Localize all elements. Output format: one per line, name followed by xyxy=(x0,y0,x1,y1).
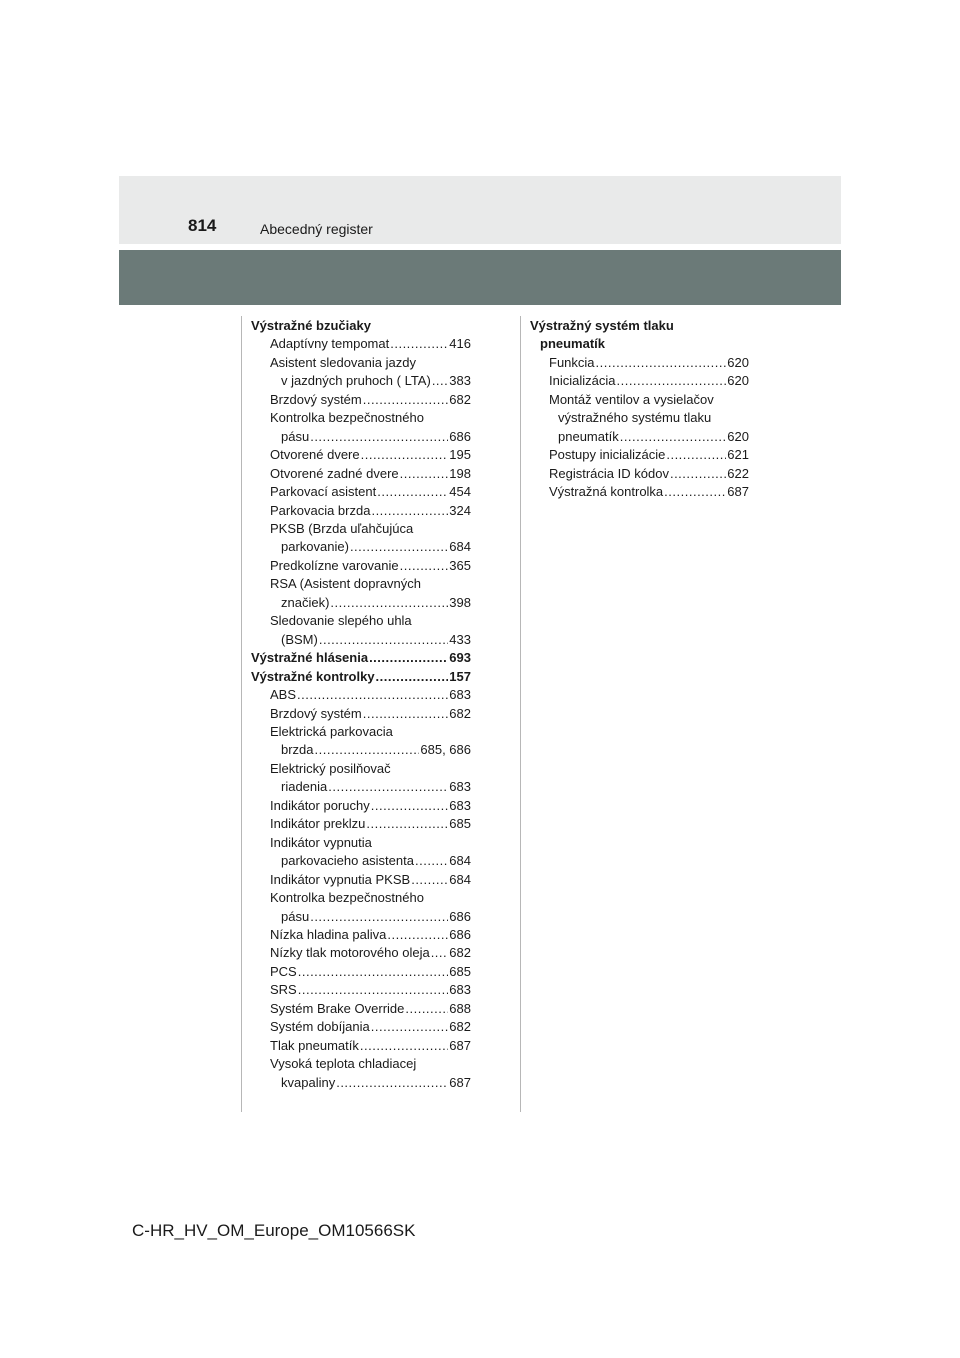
index-column-right xyxy=(530,317,749,502)
index-entry xyxy=(251,963,471,981)
entry-text: Registrácia ID kódov xyxy=(549,465,669,481)
entry-page: 433 xyxy=(449,631,471,647)
leader-dots xyxy=(330,594,448,612)
index-entry xyxy=(251,446,471,464)
leader-dots xyxy=(390,335,448,353)
index-entry xyxy=(251,594,471,612)
entry-text: Indikátor poruchy xyxy=(270,797,370,813)
entry-page: 324 xyxy=(449,502,471,518)
entry-page: 398 xyxy=(449,594,471,610)
entry-page: 682 xyxy=(449,705,471,721)
entry-page: 454 xyxy=(449,484,471,500)
index-entry xyxy=(251,705,471,723)
entry-page: 365 xyxy=(449,557,471,573)
entry-text: Kontrolka bezpečnostného xyxy=(270,410,424,426)
entry-text: riadenia xyxy=(281,779,328,795)
index-entry xyxy=(251,428,471,446)
leader-dots xyxy=(664,483,726,501)
index-entry xyxy=(251,908,471,926)
page-number: 814 xyxy=(188,216,217,235)
entry-page: 621 xyxy=(727,447,749,463)
leader-dots xyxy=(310,428,448,446)
entry-page: 383 xyxy=(449,373,471,389)
entry-page: 620 xyxy=(727,354,749,370)
leader-dots xyxy=(376,668,449,686)
index-entry xyxy=(251,557,471,575)
index-entry xyxy=(251,1037,471,1055)
index-entry xyxy=(530,354,749,372)
entry-page: 683 xyxy=(449,687,471,703)
entry-page: 687 xyxy=(449,1074,471,1090)
entry-text: Parkovací asistent xyxy=(270,484,377,500)
entry-text: Otvorené zadné dvere xyxy=(270,465,399,481)
leader-dots xyxy=(400,465,449,483)
entry-text: parkovanie) xyxy=(281,539,349,555)
entry-text: Indikátor vypnutia PKSB xyxy=(270,871,411,887)
entry-page: 198 xyxy=(449,465,471,481)
index-entry xyxy=(251,815,471,833)
leader-dots xyxy=(360,1037,448,1055)
entry-page: 686 xyxy=(449,428,471,444)
leader-dots xyxy=(432,372,448,390)
entry-text: Brzdový systém xyxy=(270,391,362,407)
leader-dots xyxy=(666,446,726,464)
index-entry xyxy=(251,1018,471,1036)
entry-page: 622 xyxy=(727,465,749,481)
entry-text: brzda xyxy=(281,742,314,758)
leader-dots xyxy=(363,705,449,723)
entry-text: RSA (Asistent dopravných xyxy=(270,576,422,592)
entry-text: Výstražné hlásenia xyxy=(251,650,369,666)
index-entry xyxy=(251,686,471,704)
leader-dots xyxy=(405,1000,448,1018)
entry-page: 682 xyxy=(449,945,471,961)
entry-page: 620 xyxy=(727,428,749,444)
entry-text: pásu xyxy=(281,428,310,444)
index-entry xyxy=(530,483,749,501)
entry-page: 416 xyxy=(449,336,471,352)
index-entry xyxy=(530,446,749,464)
index-heading-buzzers: Výstražné bzučiaky xyxy=(251,318,371,333)
leader-dots xyxy=(297,686,448,704)
entry-text: Nízka hladina paliva xyxy=(270,926,387,942)
index-entry xyxy=(251,1074,471,1092)
entry-page: 685, 686 xyxy=(420,742,471,758)
entry-text: Parkovacia brzda xyxy=(270,502,371,518)
index-entry xyxy=(251,372,471,390)
entry-text: (BSM) xyxy=(281,631,318,647)
index-entry xyxy=(251,926,471,944)
entry-page: 686 xyxy=(449,908,471,924)
leader-dots xyxy=(377,483,448,501)
leader-dots xyxy=(596,354,727,372)
leader-dots xyxy=(411,871,448,889)
entry-page: 693 xyxy=(449,650,471,666)
leader-dots xyxy=(328,778,448,796)
index-heading-tpws-cont: pneumatík xyxy=(540,336,606,352)
index-entry xyxy=(530,372,749,390)
index-entry xyxy=(251,391,471,409)
entry-text: ABS xyxy=(270,687,297,703)
document-code: C-HR_HV_OM_Europe_OM10566SK xyxy=(132,1221,416,1240)
leader-dots xyxy=(298,981,449,999)
index-heading-messages xyxy=(251,649,471,667)
leader-dots xyxy=(371,797,449,815)
entry-page: 683 xyxy=(449,797,471,813)
leader-dots xyxy=(616,372,726,390)
entry-page: 195 xyxy=(449,447,471,463)
entry-text: Sledovanie slepého uhla xyxy=(270,613,412,629)
entry-text: Predkolízne varovanie xyxy=(270,557,399,573)
header-band xyxy=(119,176,841,244)
entry-text: SRS xyxy=(270,982,297,998)
left-column-rule xyxy=(241,316,242,1112)
index-entry xyxy=(251,1000,471,1018)
entry-page: 687 xyxy=(727,484,749,500)
leader-dots xyxy=(298,963,449,981)
leader-dots xyxy=(387,926,448,944)
entry-text: Adaptívny tempomat xyxy=(270,336,390,352)
entry-text: Otvorené dvere xyxy=(270,447,360,463)
leader-dots xyxy=(366,815,448,833)
entry-text: Nízky tlak motorového oleja xyxy=(270,945,430,961)
entry-text: PKSB (Brzda uľahčujúca xyxy=(270,520,414,536)
center-column-rule xyxy=(520,316,521,1112)
index-entry xyxy=(251,502,471,520)
index-entry xyxy=(251,871,471,889)
entry-page: 686 xyxy=(449,926,471,942)
leader-dots xyxy=(369,649,448,667)
index-entry xyxy=(251,538,471,556)
entry-text: PCS xyxy=(270,963,297,979)
index-entry xyxy=(251,741,471,759)
leader-dots xyxy=(350,538,448,556)
leader-dots xyxy=(363,391,449,409)
entry-text: Výstražné kontrolky xyxy=(251,668,375,684)
leader-dots xyxy=(361,446,449,464)
index-column-left xyxy=(251,317,471,1092)
section-title: Abecedný register xyxy=(260,221,373,237)
index-entry xyxy=(530,428,749,446)
entry-text: Systém dobíjania xyxy=(270,1019,370,1035)
entry-text: Elektrický posilňovač xyxy=(270,760,391,776)
leader-dots xyxy=(400,557,449,575)
index-entry xyxy=(251,335,471,353)
entry-text: značiek) xyxy=(281,594,330,610)
entry-text: parkovacieho asistenta xyxy=(281,853,414,869)
leader-dots xyxy=(371,1018,449,1036)
entry-text: Vysoká teplota chladiacej xyxy=(270,1056,417,1072)
leader-dots xyxy=(670,465,726,483)
entry-text: Tlak pneumatík xyxy=(270,1037,359,1053)
entry-text: kvapaliny xyxy=(281,1074,336,1090)
entry-page: 157 xyxy=(449,668,471,684)
entry-page: 684 xyxy=(449,539,471,555)
entry-text: Elektrická parkovacia xyxy=(270,723,393,739)
entry-page: 682 xyxy=(449,1019,471,1035)
entry-text: Brzdový systém xyxy=(270,705,362,721)
dark-header-bar xyxy=(119,250,841,305)
leader-dots xyxy=(315,741,420,759)
index-heading-warning-lights xyxy=(251,668,471,686)
entry-page: 683 xyxy=(449,779,471,795)
index-entry xyxy=(251,852,471,870)
index-entry xyxy=(251,483,471,501)
entry-text: pneumatík xyxy=(558,428,619,444)
entry-page: 687 xyxy=(449,1037,471,1053)
index-entry xyxy=(251,778,471,796)
entry-text: v jazdných pruhoch ( LTA) xyxy=(281,373,431,389)
entry-text: Kontrolka bezpečnostného xyxy=(270,890,424,906)
entry-page: 620 xyxy=(727,373,749,389)
entry-text: Asistent sledovania jazdy xyxy=(270,354,416,370)
entry-text: Indikátor preklzu xyxy=(270,816,366,832)
leader-dots xyxy=(336,1074,448,1092)
entry-text: Indikátor vypnutia xyxy=(270,834,372,850)
index-entry xyxy=(251,944,471,962)
leader-dots xyxy=(431,944,449,962)
entry-page: 685 xyxy=(449,816,471,832)
leader-dots xyxy=(415,852,448,870)
entry-page: 685 xyxy=(449,963,471,979)
entry-page: 683 xyxy=(449,982,471,998)
entry-text: pásu xyxy=(281,908,310,924)
index-entry xyxy=(251,465,471,483)
leader-dots xyxy=(310,908,448,926)
entry-text: Montáž ventilov a vysielačov xyxy=(549,391,714,407)
entry-text: Výstražná kontrolka xyxy=(549,484,664,500)
entry-page: 684 xyxy=(449,853,471,869)
entry-page: 682 xyxy=(449,391,471,407)
leader-dots xyxy=(319,631,448,649)
index-entry xyxy=(251,981,471,999)
entry-text: Inicializácia xyxy=(549,373,616,389)
entry-page: 688 xyxy=(449,1000,471,1016)
index-entry xyxy=(251,797,471,815)
index-entry xyxy=(530,465,749,483)
entry-text: výstražného systému tlaku xyxy=(558,410,712,426)
leader-dots xyxy=(371,502,448,520)
index-entry xyxy=(251,631,471,649)
leader-dots xyxy=(620,428,727,446)
entry-text: Postupy inicializácie xyxy=(549,447,666,463)
entry-page: 684 xyxy=(449,871,471,887)
entry-text: Funkcia xyxy=(549,354,595,370)
entry-text: Systém Brake Override xyxy=(270,1000,405,1016)
index-heading-tpws: Výstražný systém tlaku xyxy=(530,318,674,333)
